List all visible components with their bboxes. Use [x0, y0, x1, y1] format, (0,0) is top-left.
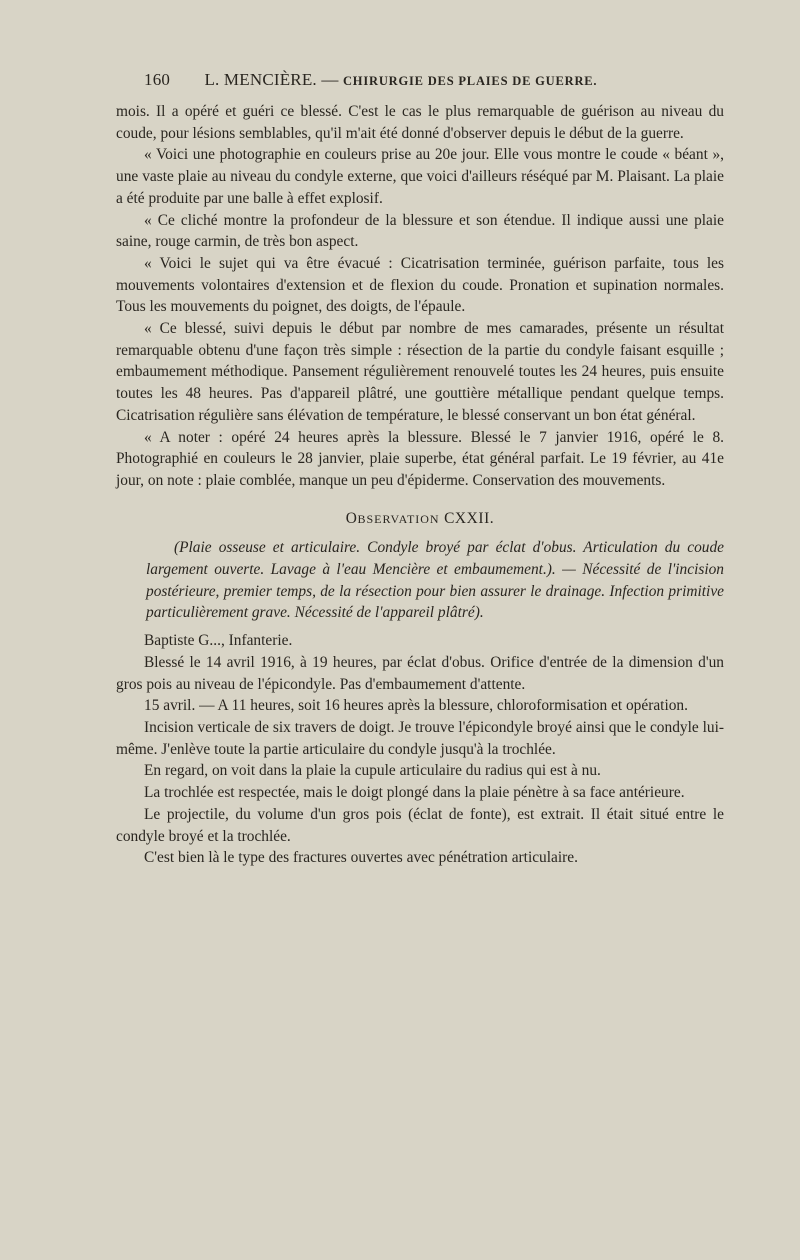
observation-paragraph: La trochlée est respectée, mais le doigt plongé dans la plaie pénètre à sa face antérieure.	[144, 784, 685, 802]
observation-paragraph: 15 avril. — A 11 heures, soit 16 heures après la blessure, chloroformisation et opération.	[144, 697, 688, 715]
observation-title	[116, 508, 724, 531]
observation-paragraph: En regard, on voit dans la plaie la cupule articulaire du radius qui est à nu.	[144, 762, 601, 780]
page-number: 160	[144, 70, 171, 89]
paragraph: mois. Il a opéré et guéri ce blessé. C'est le cas le plus remarquable de guérison au niveau du coude, pour lésions semblables, qu'il m'ait été donné d'observer depuis le début de la guerre.	[116, 103, 724, 142]
observation-paragraph: Blessé le 14 avril 1916, à 19 heures, par éclat d'obus. Orifice d'entrée de la dimension d'un gros pois au niveau de l'épicondyle. Pas d'embaumement d'attente.	[116, 653, 724, 693]
header-dash: —	[321, 70, 339, 89]
observation-paragraph: Incision verticale de six travers de doigt. Je trouve l'épicondyle broyé ainsi que le condyle lui-même. J'enlève toute la partie articulaire du condyle jusqu'à la trochlée.	[116, 718, 724, 758]
page-body	[116, 101, 724, 869]
observation-paragraph: Baptiste G..., Infanterie.	[144, 632, 293, 650]
paragraph: « Voici le sujet qui va être évacué : Cicatrisation terminée, guérison parfaite, tous les mouvements volontaires d'extension et de flexion du coude. Pronation et supination normales. Tous les mouvements du poignet, des doigts, de l'épaule.	[116, 254, 724, 316]
observation-title-initial: O	[345, 509, 358, 527]
observation-number: CXXII.	[444, 509, 495, 527]
paragraph: « A noter : opéré 24 heures après la blessure. Blessé le 7 janvier 1916, opéré le 8. Photographié en couleurs le 28 janvier, plaie superbe, état général parfait. Le 19 février, au 41e jour, on note : plaie comblée, manque un peu d'épiderme. Conservation des mouvements.	[116, 428, 724, 489]
running-title: CHIRURGIE DES PLAIES DE GUERRE.	[342, 74, 598, 88]
observation-paragraph: C'est bien là le type des fractures ouvertes avec pénétration articulaire.	[144, 849, 578, 867]
running-header	[144, 70, 724, 90]
paragraph: « Ce blessé, suivi depuis le début par nombre de mes camarades, présente un résultat remarquable obtenu d'une façon très simple : résection de la partie du condyle faisant esquille ; embaumement méthodique. Pansement régulièrement renouvelé toutes les 24 heures, puis ensuite toutes les 48 heures. Pas d'appareil plâtré, une gouttière métallique pendant quelque temps. Cicatrisation régulière sans élévation de température, le blessé conservant un bon état général.	[116, 320, 724, 424]
author-name: L. MENCIÈRE.	[204, 70, 317, 89]
paragraph: « Voici une photographie en couleurs prise au 20e jour. Elle vous montre le coude « béant », une vaste plaie au niveau du condyle externe, que voici d'ailleurs réséqué par M. Plaisant. La plaie a été produite par une balle à effet explosif.	[116, 146, 724, 207]
observation-title-smallcaps: BSERVATION	[357, 511, 440, 526]
paragraph: « Ce cliché montre la profondeur de la blessure et son étendue. Il indique aussi une plaie saine, rouge carmin, de très bon aspect.	[116, 211, 724, 251]
observation-paragraph: Le projectile, du volume d'un gros pois (éclat de fonte), est extrait. Il était situé entre le condyle broyé et la trochlée.	[116, 805, 724, 845]
observation-subtitle: (Plaie osseuse et articulaire. Condyle broyé par éclat d'obus. Articulation du coude largement ouverte. Lavage à l'eau Mencière et embaumement.). — Nécessité de l'incision postérieure, premier temps, de la résection pour bien assurer le drainage. Infection primitive particulièrement grave. Nécessité de l'appareil plâtré).	[146, 539, 724, 622]
